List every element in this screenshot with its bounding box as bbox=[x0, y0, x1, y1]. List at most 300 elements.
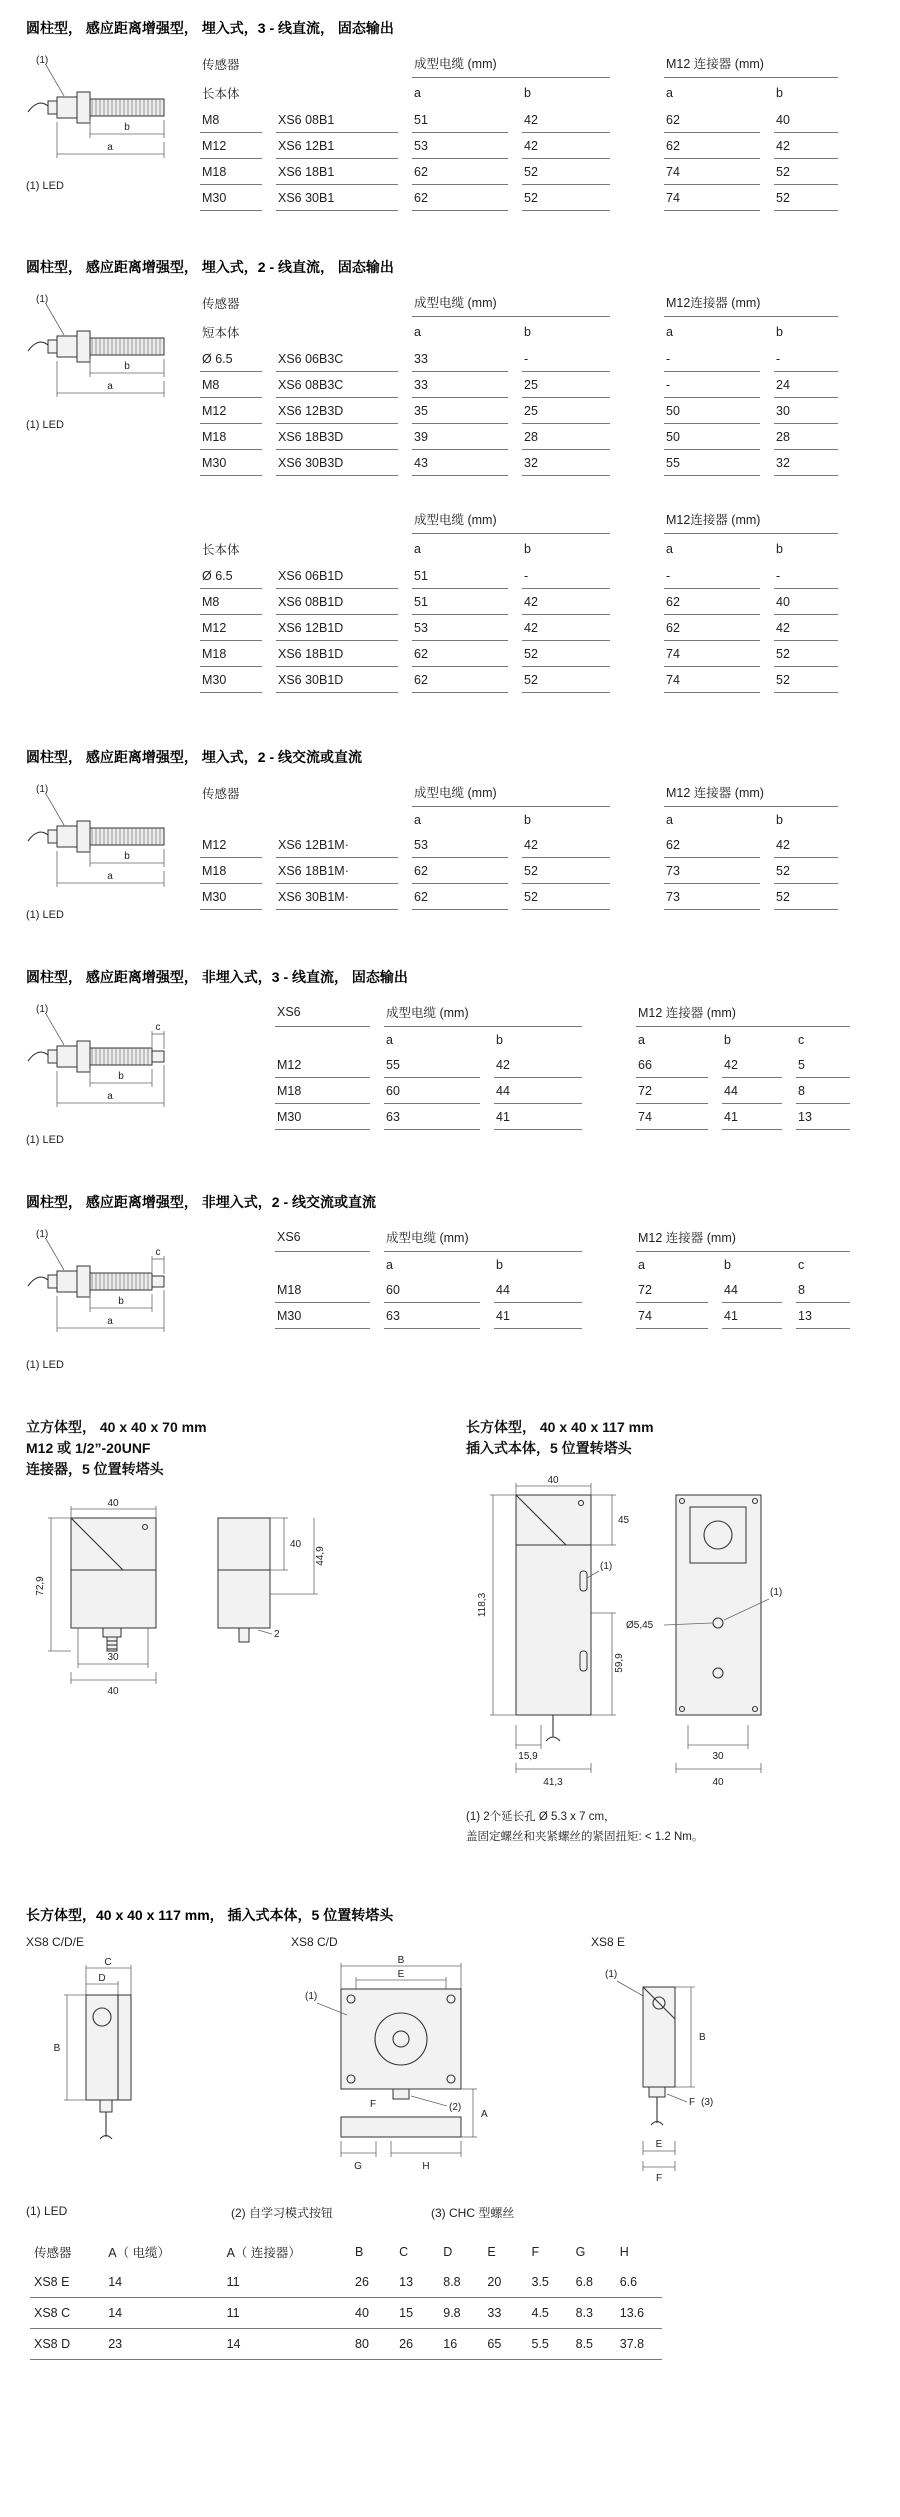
variant-label: XS8 C/D/E bbox=[26, 1935, 85, 1950]
table-cell: XS6 18B1 bbox=[276, 159, 398, 185]
table-cell: 43 bbox=[412, 450, 508, 476]
table-cell: 8.8 bbox=[439, 2267, 483, 2298]
header-body-type: 长本体 bbox=[202, 87, 240, 101]
table-cell: 14 bbox=[104, 2267, 222, 2298]
table-cell: 52 bbox=[522, 641, 610, 667]
table-cell: 53 bbox=[412, 832, 508, 858]
dim-g-label: G bbox=[354, 2161, 362, 2173]
led-caption: (1) LED bbox=[26, 180, 64, 192]
dimensions-table bbox=[261, 997, 864, 1130]
table-cell: 41 bbox=[722, 1104, 782, 1130]
xs8cde-diagram bbox=[26, 1955, 256, 2185]
header-b: b bbox=[776, 86, 783, 100]
dim-30-bottom: 30 bbox=[107, 1652, 119, 1663]
header-b: b bbox=[776, 542, 783, 556]
table-cell: 14 bbox=[223, 2329, 351, 2360]
table-cell: 52 bbox=[522, 858, 610, 884]
table-cell: 51 bbox=[412, 589, 508, 615]
table-cell: 39 bbox=[412, 424, 508, 450]
rectangular-block bbox=[466, 1417, 874, 1847]
table-cell: 52 bbox=[774, 667, 838, 693]
table-body bbox=[200, 832, 838, 910]
table-cell: 26 bbox=[351, 2267, 395, 2298]
callout-1-label: (1) bbox=[36, 294, 49, 305]
table-cell: XS6 06B3C bbox=[276, 346, 398, 372]
header-family: XS6 bbox=[275, 997, 370, 1027]
table-cell: XS8 E bbox=[30, 2267, 104, 2298]
dimensions-table bbox=[186, 48, 852, 211]
dim-40-bottom: 40 bbox=[712, 1777, 724, 1788]
rect-title-line2: 插入式本体，5 位置转塔头 bbox=[466, 1440, 632, 1456]
table-cell: XS6 08B3C bbox=[276, 372, 398, 398]
header-connector: M12 连接器 (mm) bbox=[664, 48, 838, 78]
header-c: c bbox=[798, 1033, 805, 1047]
table-cell: 40 bbox=[774, 589, 838, 615]
table-cell: 73 bbox=[664, 858, 760, 884]
header-sensor: 传感器 bbox=[202, 296, 240, 311]
header-g: G bbox=[575, 2245, 586, 2260]
cubic-title-line3: 连接器，5 位置转塔头 bbox=[26, 1461, 164, 1477]
section-title: 圆柱型， 感应距离增强型， 埋入式，2 - 线交流或直流 bbox=[26, 749, 363, 765]
column-gap bbox=[624, 589, 650, 615]
note-led: (1) LED bbox=[26, 2204, 68, 2219]
dimensions-table bbox=[261, 1222, 864, 1329]
section-cubic-and-rectangular bbox=[26, 1417, 874, 1847]
long-body-table bbox=[186, 504, 852, 693]
table-cell: 28 bbox=[774, 424, 838, 450]
column-gap bbox=[624, 884, 650, 910]
table-cell: 33 bbox=[412, 372, 508, 398]
table-body bbox=[200, 563, 838, 693]
xs8cd-diagram bbox=[291, 1955, 541, 2185]
table-cell: XS6 08B1 bbox=[276, 107, 398, 133]
table-cell: 52 bbox=[774, 858, 838, 884]
table-cell: - bbox=[664, 346, 760, 372]
table-cell: M18 bbox=[200, 424, 262, 450]
sensor-drawing bbox=[26, 777, 186, 921]
dim-40-top: 40 bbox=[107, 1498, 119, 1509]
table-cell: M30 bbox=[275, 1303, 370, 1329]
table-body bbox=[200, 346, 838, 476]
header-connector: M12 连接器 (mm) bbox=[636, 1222, 850, 1252]
dim-e-label: E bbox=[655, 2139, 663, 2151]
table-body bbox=[275, 1052, 850, 1130]
table-cell: 42 bbox=[494, 1052, 582, 1078]
sensor-drawing bbox=[26, 997, 186, 1146]
table-cell: 24 bbox=[774, 372, 838, 398]
led-caption: (1) LED bbox=[26, 419, 64, 431]
table-cell: 26 bbox=[395, 2329, 439, 2360]
column-gap bbox=[624, 372, 650, 398]
header-a: a bbox=[638, 1033, 645, 1047]
table-cell: 13 bbox=[796, 1303, 850, 1329]
header-a: a bbox=[386, 1258, 393, 1272]
header-connector: M12连接器 (mm) bbox=[664, 287, 838, 317]
table-cell: 20 bbox=[483, 2267, 527, 2298]
section-xs8-rectangular bbox=[26, 1905, 874, 2360]
callout-1-label: (1) bbox=[36, 1229, 49, 1240]
column-gap bbox=[624, 563, 650, 589]
table-cell: 52 bbox=[522, 884, 610, 910]
callout-1-label: (1) bbox=[605, 1969, 618, 1981]
table-cell: 62 bbox=[412, 185, 508, 211]
table-row bbox=[275, 1078, 850, 1104]
table-row bbox=[200, 346, 838, 372]
dim-c-label: c bbox=[155, 1247, 161, 1258]
table-row bbox=[200, 615, 838, 641]
header-a-cable: A（ 电缆） bbox=[108, 2246, 171, 2261]
table-row bbox=[200, 589, 838, 615]
table-cell: 32 bbox=[522, 450, 610, 476]
dim-h-label: H bbox=[422, 2161, 430, 2173]
table-row bbox=[200, 450, 838, 476]
table-row bbox=[200, 398, 838, 424]
cylindrical-nonflush-sensor-diagram bbox=[26, 1226, 186, 1346]
table-cell: 5 bbox=[796, 1052, 850, 1078]
header-a: a bbox=[666, 542, 673, 556]
table-cell: XS6 12B1 bbox=[276, 133, 398, 159]
table-cell: 52 bbox=[774, 641, 838, 667]
dim-a-label: a bbox=[107, 1316, 113, 1327]
table-cell: XS6 18B1D bbox=[276, 641, 398, 667]
column-gap bbox=[624, 107, 650, 133]
table-cell: 62 bbox=[664, 107, 760, 133]
table-cell: 42 bbox=[522, 107, 610, 133]
header-h: H bbox=[619, 2245, 629, 2260]
table-cell: 33 bbox=[412, 346, 508, 372]
table-cell: - bbox=[522, 346, 610, 372]
table-cell: 28 bbox=[522, 424, 610, 450]
table-cell: 42 bbox=[774, 832, 838, 858]
table-row bbox=[275, 1277, 850, 1303]
column-gap bbox=[624, 641, 650, 667]
dim-a-label: a bbox=[107, 1091, 113, 1102]
table-cell: M8 bbox=[200, 372, 262, 398]
column-gap bbox=[624, 424, 650, 450]
table-row bbox=[200, 107, 838, 133]
dim-b-label: b bbox=[118, 1071, 124, 1082]
table-cell: 33 bbox=[483, 2298, 527, 2329]
header-a: a bbox=[666, 325, 673, 339]
table-cell: M12 bbox=[275, 1052, 370, 1078]
column-gap bbox=[624, 346, 650, 372]
header-cable: 成型电缆 (mm) bbox=[412, 504, 610, 534]
dim-b-label: b bbox=[124, 851, 130, 862]
table-row bbox=[200, 858, 838, 884]
dim-f-top-label: F bbox=[689, 2097, 696, 2109]
table-cell: 5.5 bbox=[528, 2329, 572, 2360]
header-a: a bbox=[414, 325, 421, 339]
dim-a-label: a bbox=[107, 381, 113, 392]
table-row bbox=[30, 2298, 662, 2329]
dim-413-bottom: 41,3 bbox=[543, 1777, 563, 1788]
cubic-block bbox=[26, 1417, 466, 1799]
variant-label: XS8 E bbox=[591, 1935, 626, 1950]
column-gap bbox=[596, 1078, 622, 1104]
dim-40-top: 40 bbox=[547, 1475, 559, 1486]
callout-1-label: (1) bbox=[770, 1587, 783, 1598]
callout-1-label: (1) bbox=[600, 1561, 613, 1572]
table-cell: 60 bbox=[384, 1277, 480, 1303]
table-cell: 74 bbox=[664, 641, 760, 667]
header-sensor: 传感器 bbox=[202, 57, 240, 72]
sensor-drawing bbox=[26, 48, 186, 192]
column-gap bbox=[624, 398, 650, 424]
table-cell: 23 bbox=[104, 2329, 222, 2360]
table-cell: M30 bbox=[200, 667, 262, 693]
section-cyl-nonflush-3wire-dc bbox=[26, 967, 874, 1146]
led-caption: (1) LED bbox=[26, 1134, 64, 1146]
table-cell: 42 bbox=[722, 1052, 782, 1078]
table-cell: 4.5 bbox=[528, 2298, 572, 2329]
header-a: a bbox=[414, 813, 421, 827]
header-connector: M12 连接器 (mm) bbox=[636, 997, 850, 1027]
callout-1-label: (1) bbox=[36, 55, 49, 66]
table-cell: XS6 08B1D bbox=[276, 589, 398, 615]
table-cell: 42 bbox=[774, 133, 838, 159]
callout-3-label: (3) bbox=[701, 2097, 714, 2109]
table-cell: 55 bbox=[384, 1052, 480, 1078]
table-row bbox=[200, 159, 838, 185]
table-cell: 42 bbox=[774, 615, 838, 641]
column-gap bbox=[596, 1052, 622, 1078]
table-cell: 74 bbox=[636, 1104, 708, 1130]
dim-159-bottom: 15,9 bbox=[518, 1751, 538, 1762]
variant-xs8cd bbox=[291, 1935, 591, 2190]
dim-30-bottom: 30 bbox=[712, 1751, 724, 1762]
column-gap bbox=[624, 832, 650, 858]
header-b: B bbox=[355, 2245, 364, 2260]
header-cable: 成型电缆 (mm) bbox=[412, 48, 610, 78]
column-gap bbox=[624, 858, 650, 884]
column-gap bbox=[624, 133, 650, 159]
table-cell: 53 bbox=[412, 615, 508, 641]
header-a: a bbox=[414, 86, 421, 100]
header-b: b bbox=[524, 542, 531, 556]
table-cell: 44 bbox=[722, 1078, 782, 1104]
header-body-type: 长本体 bbox=[202, 543, 240, 557]
callout-2-label: (2) bbox=[449, 2102, 462, 2114]
dim-e-label: E bbox=[397, 1969, 405, 1981]
cylindrical-nonflush-sensor-diagram bbox=[26, 1001, 186, 1121]
cylindrical-flush-sensor-diagram bbox=[26, 781, 186, 896]
table-cell: M18 bbox=[200, 641, 262, 667]
dim-b-label: b bbox=[124, 122, 130, 133]
sensor-drawing bbox=[26, 1222, 186, 1371]
table-row bbox=[30, 2267, 662, 2298]
section-title: 圆柱型， 感应距离增强型， 非埋入式，3 - 线直流， 固态输出 bbox=[26, 969, 408, 985]
table-row bbox=[200, 133, 838, 159]
dim-c-label: c bbox=[155, 1022, 161, 1033]
table-cell: 62 bbox=[412, 858, 508, 884]
table-cell: M30 bbox=[275, 1104, 370, 1130]
dim-b-label: b bbox=[118, 1296, 124, 1307]
table-row bbox=[200, 641, 838, 667]
table-cell: Ø 6.5 bbox=[200, 563, 262, 589]
table-cell: M30 bbox=[200, 884, 262, 910]
table-cell: 65 bbox=[483, 2329, 527, 2360]
dim-40-bottom: 40 bbox=[107, 1686, 119, 1697]
led-caption: (1) LED bbox=[26, 909, 64, 921]
callout-1-label: (1) bbox=[36, 784, 49, 795]
column-gap bbox=[596, 1104, 622, 1130]
table-cell: M18 bbox=[275, 1277, 370, 1303]
section-cyl-flush-2wire-acdc bbox=[26, 747, 874, 921]
dim-a-label: a bbox=[107, 142, 113, 153]
header-b: b bbox=[776, 325, 783, 339]
table-cell: 52 bbox=[774, 159, 838, 185]
header-family: XS6 bbox=[275, 1222, 370, 1252]
header-b: b bbox=[524, 86, 531, 100]
table-cell: XS6 06B1D bbox=[276, 563, 398, 589]
table-cell: 13 bbox=[395, 2267, 439, 2298]
dim-a-label: A bbox=[481, 2109, 488, 2121]
note-chc-screw: (3) CHC 型螺丝 bbox=[431, 2206, 515, 2221]
cubic-title-line2: M12 或 1/2”-20UNF bbox=[26, 1440, 151, 1456]
table-cell: 66 bbox=[636, 1052, 708, 1078]
header-a: a bbox=[666, 813, 673, 827]
table-cell: 62 bbox=[664, 615, 760, 641]
dim-1183-left: 118,3 bbox=[477, 1592, 488, 1618]
table-cell: 72 bbox=[636, 1078, 708, 1104]
table-cell: 52 bbox=[774, 884, 838, 910]
header-e: E bbox=[487, 2245, 496, 2260]
table-cell: 74 bbox=[664, 159, 760, 185]
table-cell: XS6 12B1M· bbox=[276, 832, 398, 858]
table-cell: 42 bbox=[522, 133, 610, 159]
table-cell: M8 bbox=[200, 107, 262, 133]
table-cell: 41 bbox=[722, 1303, 782, 1329]
table-cell: 62 bbox=[412, 641, 508, 667]
table-cell: 74 bbox=[664, 185, 760, 211]
table-cell: 11 bbox=[223, 2267, 351, 2298]
header-b: b bbox=[724, 1033, 731, 1047]
note-teach-button: (2) 自学习模式按钮 bbox=[231, 2206, 334, 2221]
dim-b-label: B bbox=[397, 1955, 405, 1967]
table-cell: 44 bbox=[494, 1078, 582, 1104]
led-caption: (1) LED bbox=[26, 1359, 64, 1371]
table-cell: 73 bbox=[664, 884, 760, 910]
header-cable: 成型电缆 (mm) bbox=[384, 1222, 582, 1252]
header-connector: M12连接器 (mm) bbox=[664, 504, 838, 534]
header-sensor: 传感器 bbox=[34, 2246, 72, 2261]
table-row bbox=[200, 563, 838, 589]
table-cell: 13 bbox=[796, 1104, 850, 1130]
table-cell: 62 bbox=[412, 159, 508, 185]
table-cell: 32 bbox=[774, 450, 838, 476]
table-cell: 62 bbox=[412, 884, 508, 910]
header-connector: M12 连接器 (mm) bbox=[664, 777, 838, 807]
header-a-connector: A（ 连接器） bbox=[226, 2246, 301, 2261]
table-cell: M30 bbox=[200, 185, 262, 211]
table-cell: M12 bbox=[200, 133, 262, 159]
table-cell: 51 bbox=[412, 107, 508, 133]
column-gap bbox=[624, 185, 650, 211]
table-cell: 44 bbox=[722, 1277, 782, 1303]
dim-45-right: 45 bbox=[618, 1515, 630, 1526]
sensor-drawing bbox=[26, 287, 186, 431]
table-cell: 62 bbox=[664, 589, 760, 615]
table-cell: 72 bbox=[636, 1277, 708, 1303]
table-cell: M18 bbox=[200, 159, 262, 185]
table-cell: M30 bbox=[200, 450, 262, 476]
table-cell: 30 bbox=[774, 398, 838, 424]
xs8e-diagram bbox=[591, 1955, 781, 2185]
table-cell: 63 bbox=[384, 1303, 480, 1329]
cubic-title-line1: 立方体型， 40 x 40 x 70 mm bbox=[26, 1419, 207, 1435]
table-row bbox=[200, 424, 838, 450]
section-title: 圆柱型， 感应距离增强型， 非埋入式，2 - 线交流或直流 bbox=[26, 1194, 377, 1210]
table-cell: M12 bbox=[200, 832, 262, 858]
table-cell: 63 bbox=[384, 1104, 480, 1130]
callout-1-label: (1) bbox=[36, 1004, 49, 1015]
table-cell: 62 bbox=[412, 667, 508, 693]
table-cell: 41 bbox=[494, 1303, 582, 1329]
table-cell: 53 bbox=[412, 133, 508, 159]
table-cell: - bbox=[664, 372, 760, 398]
table-cell: 25 bbox=[522, 372, 610, 398]
hole-diameter-label: Ø5,45 bbox=[626, 1620, 654, 1631]
table-cell: M12 bbox=[200, 398, 262, 424]
table-cell: 8 bbox=[796, 1078, 850, 1104]
table-cell: XS6 18B1M· bbox=[276, 858, 398, 884]
table-cell: 25 bbox=[522, 398, 610, 424]
table-cell: 15 bbox=[395, 2298, 439, 2329]
table-cell: XS6 30B1M· bbox=[276, 884, 398, 910]
table-cell: 62 bbox=[664, 832, 760, 858]
note-line2: 盖固定螺丝和夹紧螺丝的紧固扭矩: < 1.2 Nm。 bbox=[466, 1830, 704, 1843]
section-title: 圆柱型， 感应距离增强型， 埋入式，2 - 线直流， 固态输出 bbox=[26, 259, 394, 275]
table-cell: 11 bbox=[223, 2298, 351, 2329]
table-cell: 44 bbox=[494, 1277, 582, 1303]
table-cell: 42 bbox=[522, 615, 610, 641]
table-cell: 62 bbox=[664, 133, 760, 159]
rect-title-line1: 长方体型， 40 x 40 x 117 mm bbox=[466, 1419, 654, 1435]
table-cell: - bbox=[774, 563, 838, 589]
section-title: 长方体型，40 x 40 x 117 mm， 插入式本体，5 位置转塔头 bbox=[26, 1907, 394, 1924]
header-cable: 成型电缆 (mm) bbox=[384, 997, 582, 1027]
dim-449-side: 44,9 bbox=[315, 1546, 326, 1566]
table-cell: M12 bbox=[200, 615, 262, 641]
column-gap bbox=[596, 1277, 622, 1303]
table-cell: 41 bbox=[494, 1104, 582, 1130]
legend-notes bbox=[26, 2204, 874, 2221]
table-body bbox=[275, 1277, 850, 1329]
table-cell: XS6 18B3D bbox=[276, 424, 398, 450]
table-cell: - bbox=[522, 563, 610, 589]
table-cell: 13.6 bbox=[616, 2298, 662, 2329]
table-cell: 52 bbox=[774, 185, 838, 211]
cylindrical-flush-sensor-diagram bbox=[26, 52, 186, 167]
header-cable: 成型电缆 (mm) bbox=[412, 287, 610, 317]
table-cell: - bbox=[774, 346, 838, 372]
cylindrical-flush-sensor-diagram bbox=[26, 291, 186, 406]
table-cell: 52 bbox=[522, 159, 610, 185]
variant-xs8cde bbox=[26, 1935, 291, 2190]
table-cell: M18 bbox=[200, 858, 262, 884]
table-cell: XS8 C bbox=[30, 2298, 104, 2329]
table-row bbox=[200, 884, 838, 910]
dim-c-label: C bbox=[104, 1957, 112, 1969]
table-cell: XS6 30B1 bbox=[276, 185, 398, 211]
table-cell: XS6 12B1D bbox=[276, 615, 398, 641]
header-a: a bbox=[386, 1033, 393, 1047]
table-cell: 35 bbox=[412, 398, 508, 424]
table-cell: 52 bbox=[522, 185, 610, 211]
short-body-table bbox=[186, 287, 852, 476]
table-row bbox=[200, 372, 838, 398]
table-body bbox=[200, 107, 838, 211]
